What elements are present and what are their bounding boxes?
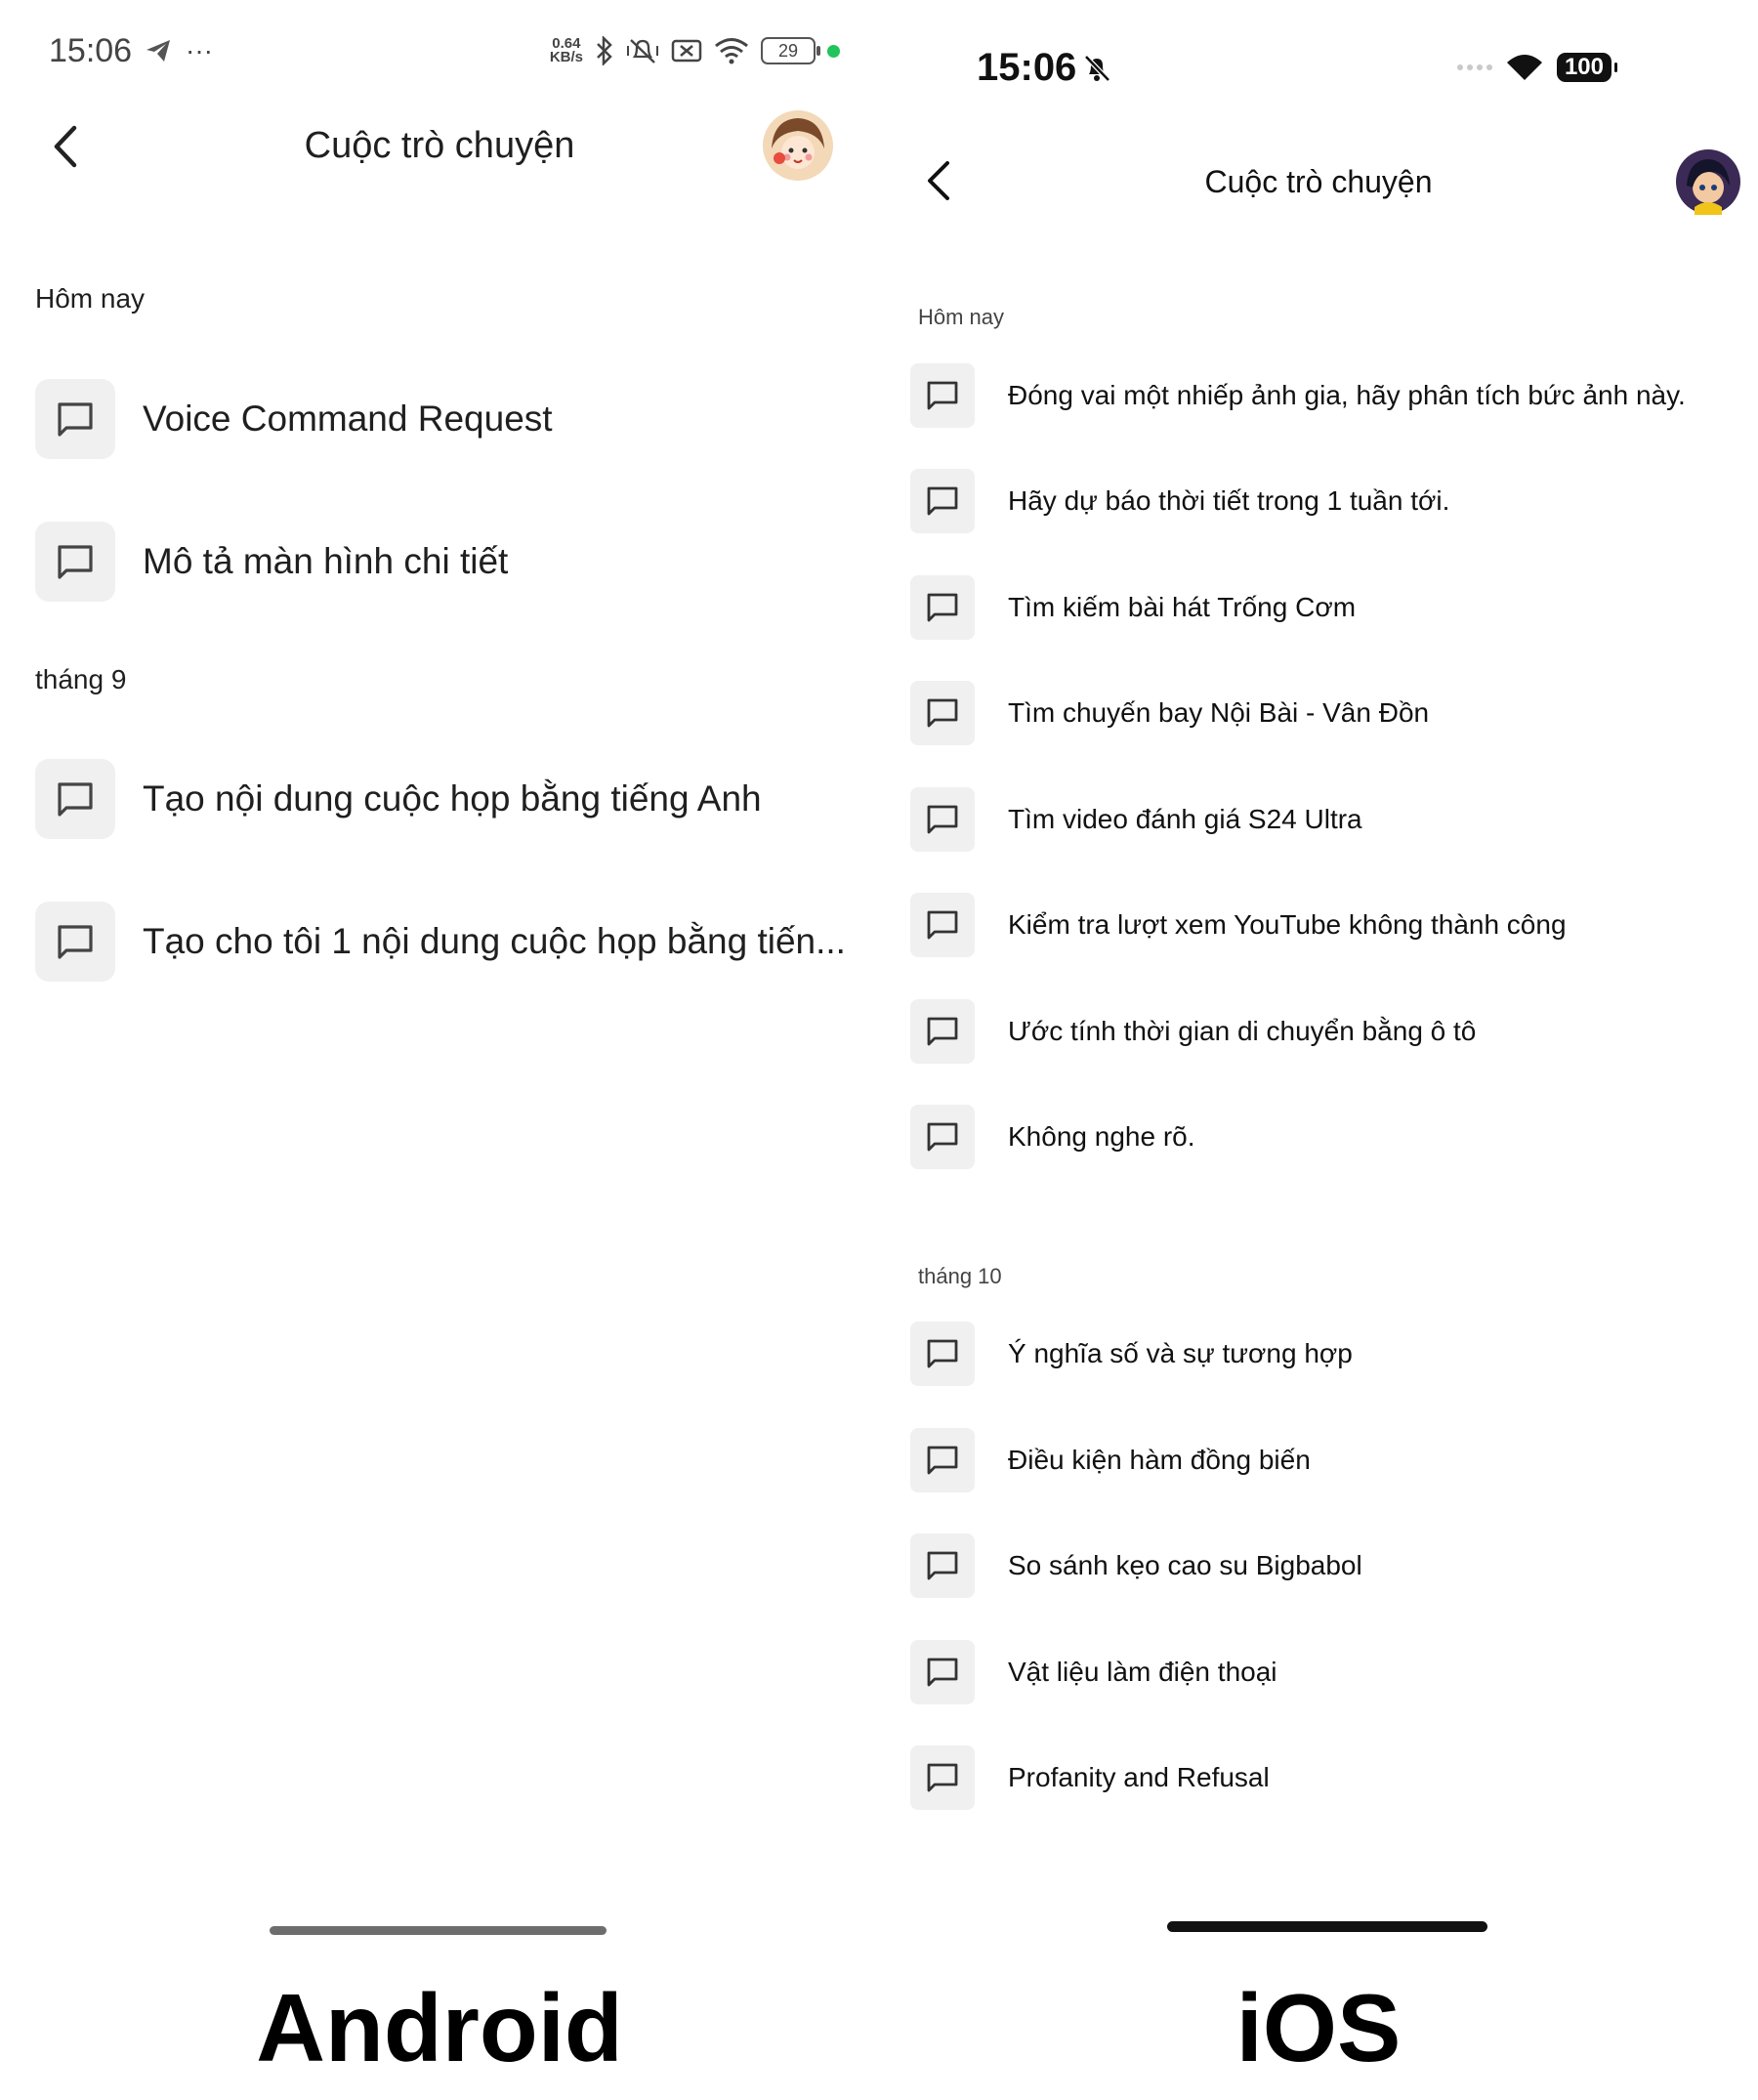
user-avatar[interactable] (762, 109, 834, 182)
conversation-title: Điều kiện hàm đồng biến (1008, 1445, 1311, 1475)
network-speed: 0.64 KB/s (549, 35, 583, 65)
chat-bubble-icon (926, 380, 959, 411)
section-header: tháng 9 (35, 664, 127, 694)
status-bar (977, 43, 1602, 92)
vibrate-off-icon (626, 36, 659, 65)
conversation-title: So sánh kẹo cao su Bigbabol (1008, 1550, 1362, 1580)
conversation-title: Tạo cho tôi 1 nội dung cuộc họp bằng tiến... (143, 921, 846, 961)
section-header: Hôm nay (35, 283, 146, 314)
telegram-icon (145, 38, 172, 63)
chat-bubble-icon (926, 804, 959, 835)
chat-bubble-icon (926, 485, 959, 517)
status-time: 15:06 (977, 46, 1077, 89)
conversation-title: Tìm kiếm bài hát Trống Cơm (1008, 592, 1357, 622)
wifi-icon (714, 37, 749, 64)
conversation-item[interactable] (35, 378, 846, 460)
sim-off-icon (671, 37, 702, 64)
wifi-icon (1506, 53, 1543, 82)
conversation-title: Tạo nội dung cuộc họp bằng tiếng Anh (143, 778, 762, 819)
conversation-title: Kiểm tra lượt xem YouTube không thành công (1008, 909, 1567, 940)
conversation-title: Tìm chuyến bay Nội Bài - Vân Đồn (1008, 697, 1430, 728)
chat-bubble-icon (926, 1550, 959, 1581)
conversation-item[interactable] (910, 1428, 1740, 1492)
conversation-item[interactable] (35, 521, 846, 603)
chat-bubble-icon (926, 1445, 959, 1476)
user-avatar[interactable] (1675, 148, 1741, 215)
platform-caption: iOS (1235, 1974, 1402, 2081)
gesture-bar[interactable] (270, 1926, 607, 1935)
conversation-title: Không nghe rõ. (1008, 1121, 1195, 1152)
chat-bubble-icon (926, 1657, 959, 1688)
bell-off-icon (1082, 54, 1111, 83)
chat-bubble-icon (926, 1762, 959, 1793)
conversation-item[interactable] (910, 575, 1740, 640)
platform-caption: Android (256, 1974, 623, 2081)
chat-bubble-icon (56, 780, 95, 818)
conversation-title: Ý nghĩa số và sự tương hợp (1008, 1338, 1353, 1368)
chat-bubble-icon (56, 923, 95, 960)
app-header (879, 137, 1758, 225)
home-indicator[interactable] (1167, 1921, 1487, 1932)
conversation-title: Tìm video đánh giá S24 Ultra (1008, 804, 1362, 834)
chat-bubble-icon (56, 543, 95, 580)
battery-indicator: 100 (1557, 53, 1612, 82)
conversation-item[interactable] (910, 1640, 1740, 1704)
signal-dots (1457, 64, 1492, 70)
conversation-item[interactable] (910, 469, 1740, 533)
chat-bubble-icon (926, 1338, 959, 1369)
more-icon: ··· (186, 35, 213, 65)
section-header: Hôm nay (918, 305, 1005, 329)
page-title: Cuộc trò chuyện (1204, 164, 1433, 199)
conversation-item[interactable] (910, 1533, 1740, 1598)
chat-bubble-icon (926, 592, 959, 623)
conversation-item[interactable] (35, 901, 846, 983)
conversation-item[interactable] (35, 758, 846, 840)
chat-bubble-icon (926, 1016, 959, 1047)
conversation-title: Voice Command Request (143, 399, 553, 439)
status-time: 15:06 (49, 32, 133, 69)
conversation-item[interactable] (910, 681, 1740, 745)
conversation-title: Đóng vai một nhiếp ảnh gia, hãy phân tích bức ảnh này. (1008, 380, 1686, 410)
conversation-title: Ước tính thời gian di chuyển bằng ô tô (1008, 1016, 1477, 1046)
chat-bubble-icon (926, 909, 959, 941)
conversation-title: Vật liệu làm điện thoại (1008, 1657, 1277, 1687)
battery-indicator: 29 (761, 37, 816, 64)
conversation-item[interactable] (910, 999, 1740, 1064)
ios-screen (879, 0, 1758, 2100)
conversation-item[interactable] (910, 1322, 1740, 1386)
chat-bubble-icon (56, 400, 95, 438)
privacy-dot (827, 45, 840, 58)
conversation-item[interactable] (910, 1745, 1740, 1810)
conversation-item[interactable] (910, 893, 1740, 957)
chat-bubble-icon (926, 697, 959, 729)
conversation-item[interactable] (910, 1105, 1740, 1169)
conversation-item[interactable] (910, 787, 1740, 852)
section-header: tháng 10 (918, 1264, 1002, 1288)
page-title: Cuộc trò chuyện (304, 125, 575, 166)
conversation-item[interactable] (910, 363, 1740, 428)
conversation-title: Hãy dự báo thời tiết trong 1 tuần tới. (1008, 485, 1450, 516)
chat-bubble-icon (926, 1121, 959, 1153)
conversation-title: Profanity and Refusal (1008, 1762, 1270, 1792)
conversation-title: Mô tả màn hình chi tiết (143, 541, 509, 581)
bluetooth-icon (595, 36, 614, 65)
status-bar (49, 29, 840, 72)
app-header (0, 107, 879, 186)
